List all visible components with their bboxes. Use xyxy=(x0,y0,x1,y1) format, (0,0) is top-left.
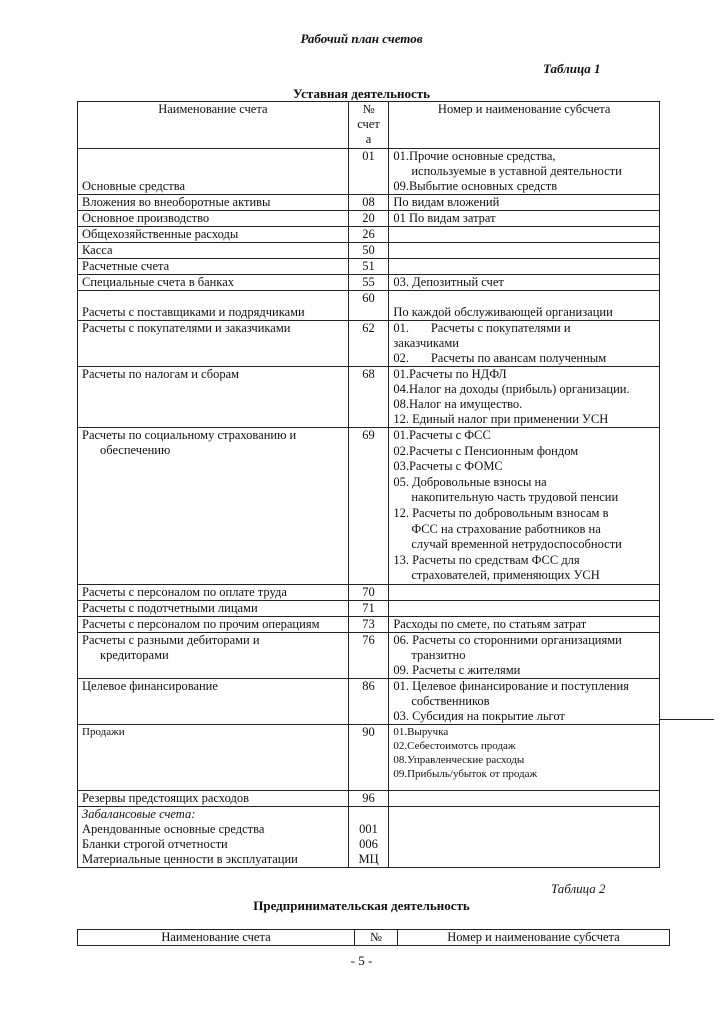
table-row xyxy=(78,616,660,632)
account-name: Общехозяйственные расходы xyxy=(78,227,349,243)
account-name: Расчетные счета xyxy=(78,259,349,275)
account-name: Специальные счета в банках xyxy=(78,275,349,291)
table-row xyxy=(78,321,660,367)
account-name: Расчеты с персоналом по оплате труда xyxy=(78,584,349,600)
table-row xyxy=(78,678,660,724)
subaccounts: 01. Целевое финансирование и поступления собственников 03. Субсидия на покрытие льгот xyxy=(389,678,660,724)
table-row xyxy=(78,243,660,259)
table-row xyxy=(78,275,660,291)
subaccounts xyxy=(389,584,660,600)
account-number: 20 xyxy=(348,211,389,227)
document-title: Рабочий план счетов xyxy=(300,31,423,46)
subaccounts: По каждой обслуживающей организации xyxy=(389,291,660,321)
section2-title: Предпринимательская деятельность xyxy=(253,898,470,913)
account-name: Расчеты с разными дебиторами и кредиторами xyxy=(78,632,349,678)
account-name: Целевое финансирование xyxy=(78,678,349,724)
table-row xyxy=(78,600,660,616)
header-num: № счет а xyxy=(348,102,389,149)
table-row xyxy=(78,211,660,227)
account-name: Расчеты с поставщиками и подрядчиками xyxy=(78,291,349,321)
subaccounts: 01 По видам затрат xyxy=(389,211,660,227)
table2-label: Таблица 2 xyxy=(551,881,606,896)
offbalance-row xyxy=(78,806,660,867)
account-name: Расчеты с покупателями и заказчиками xyxy=(78,321,349,367)
subaccounts: 06. Расчеты со сторонними организациями транзитно 09. Расчеты с жителями xyxy=(389,632,660,678)
subaccounts xyxy=(389,790,660,806)
account-number: 60 xyxy=(348,291,389,321)
subaccounts: 01.Расчеты с ФСС 02.Расчеты с Пенсионным фондом 03.Расчеты с ФОМС 05. Добровольные взносы на накопительную часть трудовой пенсии 12. Расчеты по добровольным взносам в ФСС на страхование работников на случай временной нетрудоспособности 13. Расчеты по средствам ФСС для страхователей, применяющих УСН xyxy=(389,428,660,585)
account-name: Расчеты с персоналом по прочим операциям xyxy=(78,616,349,632)
table-row xyxy=(78,790,660,806)
table-row xyxy=(78,149,660,195)
account-name: Вложения во внеоборотные активы xyxy=(78,195,349,211)
account-number: 55 xyxy=(348,275,389,291)
table-header-row xyxy=(78,102,660,149)
table-row xyxy=(78,428,660,585)
header2-num: № xyxy=(355,930,398,946)
subaccounts xyxy=(389,243,660,259)
account-name: Продажи xyxy=(78,724,349,790)
account-name: Основные средства xyxy=(78,149,349,195)
offbalance-numbers: 001 006 МЦ xyxy=(348,806,389,867)
table-row xyxy=(78,724,660,790)
account-name: Расчеты по социальному страхованию и обеспечению xyxy=(78,428,349,585)
header-name: Наименование счета xyxy=(78,102,349,149)
subaccounts: 01.Выручка 02.Себестоимотсь продаж 08.Управленческие расходы 09.Прибыль/убыток от продаж xyxy=(389,724,660,790)
account-number: 26 xyxy=(348,227,389,243)
account-number: 69 xyxy=(348,428,389,585)
subaccounts xyxy=(389,600,660,616)
subaccounts: 01. Расчеты с покупателями и заказчиками 02. Расчеты по авансам полученным xyxy=(389,321,660,367)
account-number: 08 xyxy=(348,195,389,211)
subaccounts xyxy=(389,259,660,275)
stray-rule-line xyxy=(660,719,714,720)
page-number: - 5 - xyxy=(350,953,373,968)
table-row xyxy=(78,259,660,275)
subaccounts: 01.Прочие основные средства, используемые в уставной деятельности 09.Выбытие основных средств xyxy=(389,149,660,195)
account-number: 68 xyxy=(348,367,389,428)
table1-label: Таблица 1 xyxy=(543,61,601,76)
subaccounts: 01.Расчеты по НДФЛ 04.Налог на доходы (прибыль) организации. 08.Налог на имущество. 12. Единый налог при применении УСН xyxy=(389,367,660,428)
offbalance-names: Забалансовые счета: Арендованные основные средства Бланки строгой отчетности Материальные ценности в эксплуатации xyxy=(78,806,349,867)
table-row xyxy=(78,227,660,243)
table2-header-row xyxy=(78,930,670,946)
subaccounts xyxy=(389,227,660,243)
table-row xyxy=(78,291,660,321)
account-number: 86 xyxy=(348,678,389,724)
section1-title: Уставная деятельность xyxy=(293,86,430,101)
account-number: 51 xyxy=(348,259,389,275)
account-name: Основное производство xyxy=(78,211,349,227)
header2-name: Наименование счета xyxy=(78,930,355,946)
offbalance-title: Забалансовые счета: xyxy=(82,806,196,821)
account-number: 73 xyxy=(348,616,389,632)
account-number: 62 xyxy=(348,321,389,367)
account-number: 50 xyxy=(348,243,389,259)
header2-sub: Номер и наименование субсчета xyxy=(398,930,670,946)
table-row xyxy=(78,195,660,211)
account-number: 70 xyxy=(348,584,389,600)
account-name: Касса xyxy=(78,243,349,259)
subaccounts xyxy=(389,806,660,867)
account-number: 76 xyxy=(348,632,389,678)
header-sub: Номер и наименование субсчета xyxy=(389,102,660,149)
accounts-table xyxy=(77,101,660,868)
table-row xyxy=(78,632,660,678)
account-name: Резервы предстоящих расходов xyxy=(78,790,349,806)
subaccounts: По видам вложений xyxy=(389,195,660,211)
subaccounts: Расходы по смете, по статьям затрат xyxy=(389,616,660,632)
account-number: 01 xyxy=(348,149,389,195)
subaccounts: 03. Депозитный счет xyxy=(389,275,660,291)
account-name: Расчеты с подотчетными лицами xyxy=(78,600,349,616)
table-row xyxy=(78,584,660,600)
account-number: 71 xyxy=(348,600,389,616)
table-row xyxy=(78,367,660,428)
account-number: 96 xyxy=(348,790,389,806)
account-number: 90 xyxy=(348,724,389,790)
account-name: Расчеты по налогам и сборам xyxy=(78,367,349,428)
table2-header xyxy=(77,929,670,946)
